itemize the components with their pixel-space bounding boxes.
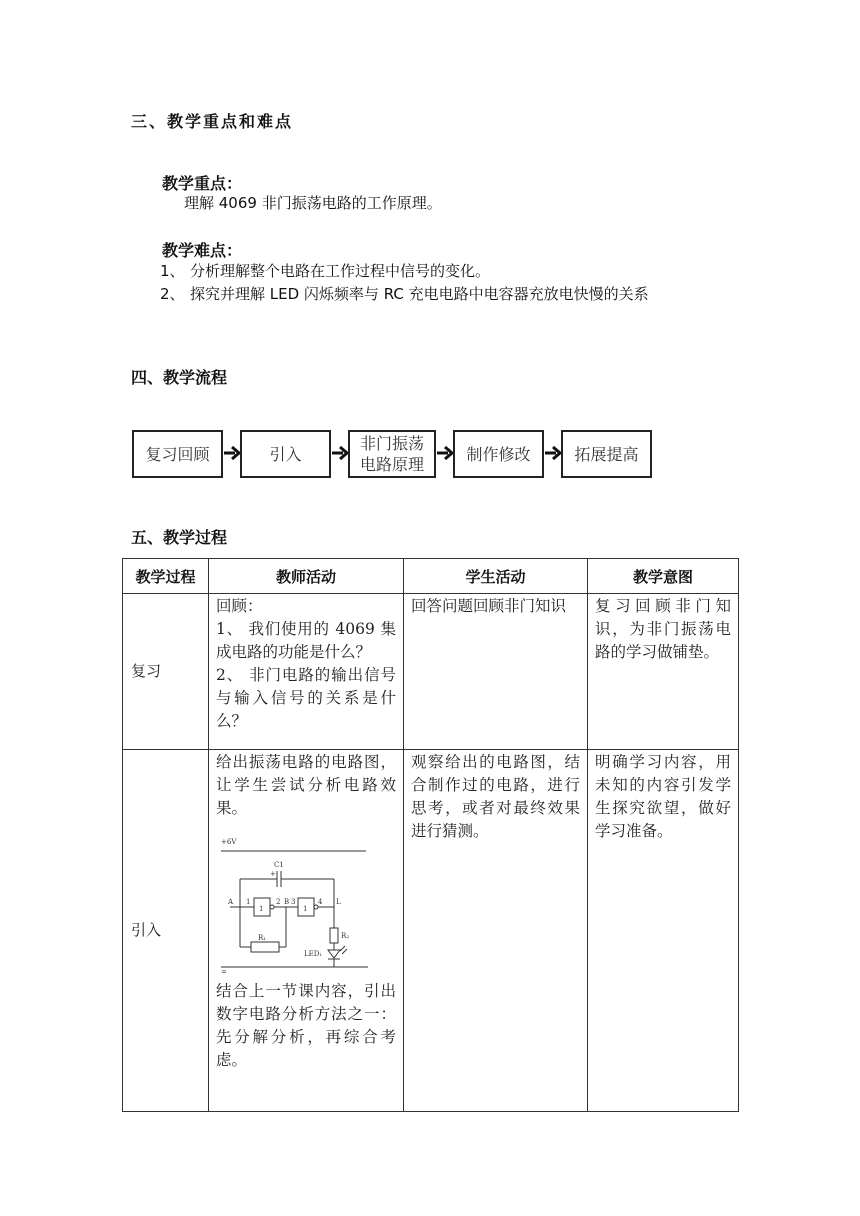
flow-step-label: 复习回顾 bbox=[145, 444, 210, 464]
section3-heading: 三、教学重点和难点 bbox=[131, 112, 294, 131]
column-header: 教师活动 bbox=[209, 559, 404, 594]
intent-cell: 复习回顾非门知识，为非门振荡电路的学习做铺垫。 bbox=[588, 594, 739, 750]
gate1-label: 1 bbox=[259, 905, 264, 913]
stage-cell: 引入 bbox=[123, 750, 209, 1112]
difficulty-label: 教学难点： bbox=[162, 241, 243, 260]
difficulty-item-text: 分析理解整个电路在工作过程中信号的变化。 bbox=[190, 262, 491, 280]
teacher-line: 1、 我们使用的 4069 集成电路的功能是什么？ bbox=[216, 620, 396, 661]
key-point-text: 理解 4069 非门振荡电路的工作原理。 bbox=[184, 194, 442, 212]
pin-label: 3 bbox=[291, 898, 296, 906]
student-activity-cell: 回答问题回顾非门知识 bbox=[404, 594, 588, 750]
r2-label: R₂ bbox=[341, 932, 350, 940]
arrow-right-icon bbox=[224, 446, 240, 460]
table-row bbox=[123, 750, 739, 1112]
oscillator-circuit-diagram bbox=[216, 832, 396, 974]
arrow-right-icon bbox=[332, 446, 348, 460]
pin-label: 2 bbox=[276, 898, 281, 906]
stage-cell: 复习 bbox=[123, 594, 209, 750]
student-activity-cell: 观察给出的电路图，结合制作过的电路，进行思考，或者对最终效果进行猜测。 bbox=[404, 750, 588, 1112]
pin-label: 1 bbox=[246, 898, 251, 906]
section5-heading: 五、教学过程 bbox=[131, 528, 228, 547]
arrow-right-icon bbox=[545, 446, 561, 460]
flow-step-label: 电路原理 bbox=[359, 455, 424, 474]
intent-cell: 明确学习内容，用未知的内容引发学生探究欲望，做好学习准备。 bbox=[588, 750, 739, 1112]
flow-step-label: 引入 bbox=[269, 444, 302, 464]
capacitor-polarity-label: + bbox=[270, 870, 276, 878]
section4-heading: 四、教学流程 bbox=[131, 368, 228, 387]
node-l-label: L bbox=[336, 898, 341, 906]
arrow-right-icon bbox=[437, 446, 453, 460]
column-header: 教学意图 bbox=[588, 559, 739, 594]
flow-step-label: 制作修改 bbox=[466, 444, 531, 464]
teacher-text: 结合上一节课内容，引出数字电路分析方法之一：先分解分析，再综合考虑。 bbox=[216, 982, 396, 1069]
difficulty-item bbox=[160, 260, 490, 281]
teacher-activity-cell bbox=[209, 750, 404, 1112]
flow-step-label: 拓展提高 bbox=[574, 444, 639, 464]
r1-label: R₁ bbox=[258, 934, 267, 942]
node-b-label: B bbox=[284, 898, 290, 906]
difficulty-item-text: 探究并理解 LED 闪烁频率与 RC 充电电路中电容器充放电快慢的关系 bbox=[190, 285, 649, 303]
difficulty-item bbox=[160, 283, 649, 304]
column-header: 教学过程 bbox=[123, 559, 209, 594]
teacher-line: 回顾： bbox=[216, 597, 263, 615]
pin-label: 4 bbox=[318, 898, 323, 906]
flow-step-principle bbox=[348, 430, 436, 478]
flow-step-extend bbox=[561, 430, 652, 478]
led-label: LED₁ bbox=[304, 950, 323, 958]
column-header: 学生活动 bbox=[404, 559, 588, 594]
teacher-activity-cell bbox=[209, 594, 404, 750]
flow-step-make bbox=[453, 430, 544, 478]
teaching-process-table bbox=[122, 558, 739, 1112]
gate2-label: 1 bbox=[303, 905, 308, 913]
flow-step-label: 非门振荡 bbox=[359, 434, 424, 453]
flow-step-intro bbox=[240, 430, 331, 478]
teacher-text: 给出振荡电路的电路图，让学生尝试分析电路效果。 bbox=[216, 753, 396, 817]
teacher-line: 2、 非门电路的输出信号与输入信号的关系是什么？ bbox=[216, 666, 396, 730]
node-a-label: A bbox=[228, 898, 234, 906]
capacitor-label: C1 bbox=[274, 861, 284, 869]
flow-step-review bbox=[132, 430, 223, 478]
difficulty-item-number: 1、 bbox=[160, 262, 185, 280]
table-row bbox=[123, 594, 739, 750]
supply-label: +6V bbox=[221, 838, 237, 846]
table-header-row bbox=[123, 559, 739, 594]
ground-label: = bbox=[221, 968, 227, 974]
difficulty-item-number: 2、 bbox=[160, 285, 185, 303]
key-point-label: 教学重点： bbox=[162, 174, 243, 193]
